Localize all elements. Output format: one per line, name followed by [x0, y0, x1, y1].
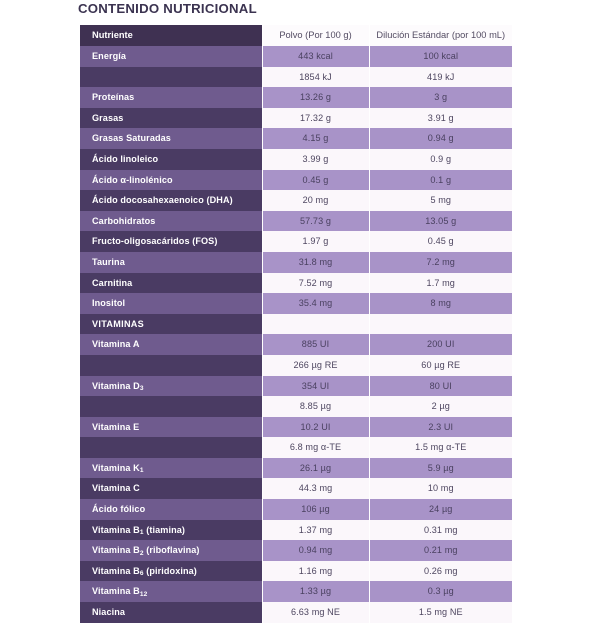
powder-value-cell: 1.37 mg: [262, 520, 369, 541]
powder-value-cell: 20 mg: [262, 190, 369, 211]
dilution-value-cell: 100 kcal: [369, 46, 512, 67]
table-row: [80, 293, 512, 314]
powder-value-cell: 1.16 mg: [262, 561, 369, 582]
dilution-value-cell: 0.94 g: [369, 128, 512, 149]
dilution-value-cell: [369, 314, 512, 335]
dilution-value-cell: 0.21 mg: [369, 540, 512, 561]
powder-value-cell: 8.85 µg: [262, 396, 369, 417]
powder-value-cell: 44.3 mg: [262, 478, 369, 499]
page-title: CONTENIDO NUTRICIONAL: [78, 1, 257, 16]
dilution-value-cell: 419 kJ: [369, 67, 512, 88]
dilution-value-cell: 0.9 g: [369, 149, 512, 170]
nutrient-name-cell: Niacina: [80, 602, 262, 623]
nutrient-name-cell: Inositol: [80, 293, 262, 314]
nutrient-name-cell: Vitamina $B_6$ (piridoxina): [80, 561, 262, 582]
table-row: [80, 540, 512, 561]
dilution-value-cell: 24 µg: [369, 499, 512, 520]
dilution-value-cell: 5.9 µg: [369, 458, 512, 479]
table-row: [80, 376, 512, 397]
powder-value-cell: 4.15 g: [262, 128, 369, 149]
table-row: [80, 149, 512, 170]
table-row: [80, 314, 512, 335]
powder-value-cell: 885 UI: [262, 334, 369, 355]
table-row: [80, 231, 512, 252]
nutrient-name-cell: Vitamina $K_1$: [80, 458, 262, 479]
table-row: [80, 252, 512, 273]
nutrient-name-cell: Ácido linoleico: [80, 149, 262, 170]
table-row: [80, 108, 512, 129]
dilution-value-cell: 0.1 g: [369, 170, 512, 191]
table-row: [80, 67, 512, 88]
powder-value-cell: 0.94 mg: [262, 540, 369, 561]
dilution-value-cell: 0.26 mg: [369, 561, 512, 582]
powder-value-cell: 1.33 µg: [262, 581, 369, 602]
nutrient-name-cell: Fructo-oligosacáridos (FOS): [80, 231, 262, 252]
dilution-value-cell: 2 µg: [369, 396, 512, 417]
table-row: [80, 273, 512, 294]
nutrient-name-cell: Energía: [80, 46, 262, 67]
dilution-value-cell: 3 g: [369, 87, 512, 108]
nutrient-name-cell: Vitamina $B_1$ (tiamina): [80, 520, 262, 541]
table-row: [80, 458, 512, 479]
dilution-value-cell: 0.31 mg: [369, 520, 512, 541]
table-header-row: [80, 25, 512, 46]
powder-value-cell: [262, 314, 369, 335]
dilution-value-cell: 1.5 mg α-TE: [369, 437, 512, 458]
dilution-value-cell: 1.7 mg: [369, 273, 512, 294]
dilution-value-cell: 0.45 g: [369, 231, 512, 252]
table-row: [80, 437, 512, 458]
column-header-dilution: Dilución Estándar (por 100 mL): [369, 25, 512, 46]
powder-value-cell: 1.97 g: [262, 231, 369, 252]
nutrient-name-cell: [80, 396, 262, 417]
table-row: [80, 128, 512, 149]
dilution-value-cell: 8 mg: [369, 293, 512, 314]
nutrient-name-cell: Vitamina A: [80, 334, 262, 355]
powder-value-cell: 35.4 mg: [262, 293, 369, 314]
table-row: [80, 46, 512, 67]
dilution-value-cell: 60 µg RE: [369, 355, 512, 376]
powder-value-cell: 10.2 UI: [262, 417, 369, 438]
table-row: [80, 190, 512, 211]
dilution-value-cell: 3.91 g: [369, 108, 512, 129]
powder-value-cell: 0.45 g: [262, 170, 369, 191]
nutrient-name-cell: [80, 355, 262, 376]
nutrient-name-cell: Grasas: [80, 108, 262, 129]
nutrient-name-cell: Vitamina C: [80, 478, 262, 499]
nutrient-name-cell: Carbohidratos: [80, 211, 262, 232]
dilution-value-cell: 80 UI: [369, 376, 512, 397]
nutrition-table: [80, 25, 512, 623]
table-row: [80, 581, 512, 602]
table-row: [80, 417, 512, 438]
nutrient-name-cell: Carnitina: [80, 273, 262, 294]
nutrient-name-cell: Grasas Saturadas: [80, 128, 262, 149]
table-row: [80, 87, 512, 108]
dilution-value-cell: 10 mg: [369, 478, 512, 499]
section-header-cell: VITAMINAS: [80, 314, 262, 335]
table-row: [80, 170, 512, 191]
powder-value-cell: 31.8 mg: [262, 252, 369, 273]
powder-value-cell: 26.1 µg: [262, 458, 369, 479]
powder-value-cell: 17.32 g: [262, 108, 369, 129]
table-row: [80, 396, 512, 417]
powder-value-cell: 6.8 mg α-TE: [262, 437, 369, 458]
table-row: [80, 478, 512, 499]
powder-value-cell: 57.73 g: [262, 211, 369, 232]
nutrient-name-cell: Taurina: [80, 252, 262, 273]
dilution-value-cell: 13.05 g: [369, 211, 512, 232]
nutrient-name-cell: Ácido docosahexaenoico (DHA): [80, 190, 262, 211]
nutrient-name-cell: Vitamina E: [80, 417, 262, 438]
powder-value-cell: 13.26 g: [262, 87, 369, 108]
powder-value-cell: 354 UI: [262, 376, 369, 397]
nutrient-name-cell: [80, 437, 262, 458]
nutrient-name-cell: Vitamina $D_3$: [80, 376, 262, 397]
table-row: [80, 520, 512, 541]
nutrient-name-cell: [80, 67, 262, 88]
nutrient-name-cell: Vitamina $B_2$ (riboflavina): [80, 540, 262, 561]
nutrient-name-cell: Vitamina $B_{12}$: [80, 581, 262, 602]
powder-value-cell: 7.52 mg: [262, 273, 369, 294]
dilution-value-cell: 7.2 mg: [369, 252, 512, 273]
dilution-value-cell: 2.3 UI: [369, 417, 512, 438]
dilution-value-cell: 200 UI: [369, 334, 512, 355]
table-row: [80, 211, 512, 232]
nutrient-name-cell: Ácido α-linolénico: [80, 170, 262, 191]
powder-value-cell: 266 µg RE: [262, 355, 369, 376]
dilution-value-cell: 1.5 mg NE: [369, 602, 512, 623]
table-row: [80, 334, 512, 355]
table-row: [80, 561, 512, 582]
table-row: [80, 602, 512, 623]
powder-value-cell: 3.99 g: [262, 149, 369, 170]
nutrient-name-cell: Ácido fólico: [80, 499, 262, 520]
table-row: [80, 499, 512, 520]
table-header: [80, 25, 512, 46]
column-header-powder: Polvo (Por 100 g): [262, 25, 369, 46]
column-header-nutrient: Nutriente: [80, 25, 262, 46]
powder-value-cell: 443 kcal: [262, 46, 369, 67]
nutrient-name-cell: Proteínas: [80, 87, 262, 108]
dilution-value-cell: 0.3 µg: [369, 581, 512, 602]
powder-value-cell: 1854 kJ: [262, 67, 369, 88]
powder-value-cell: 6.63 mg NE: [262, 602, 369, 623]
dilution-value-cell: 5 mg: [369, 190, 512, 211]
table-body: [80, 46, 512, 623]
table-row: [80, 355, 512, 376]
powder-value-cell: 106 µg: [262, 499, 369, 520]
